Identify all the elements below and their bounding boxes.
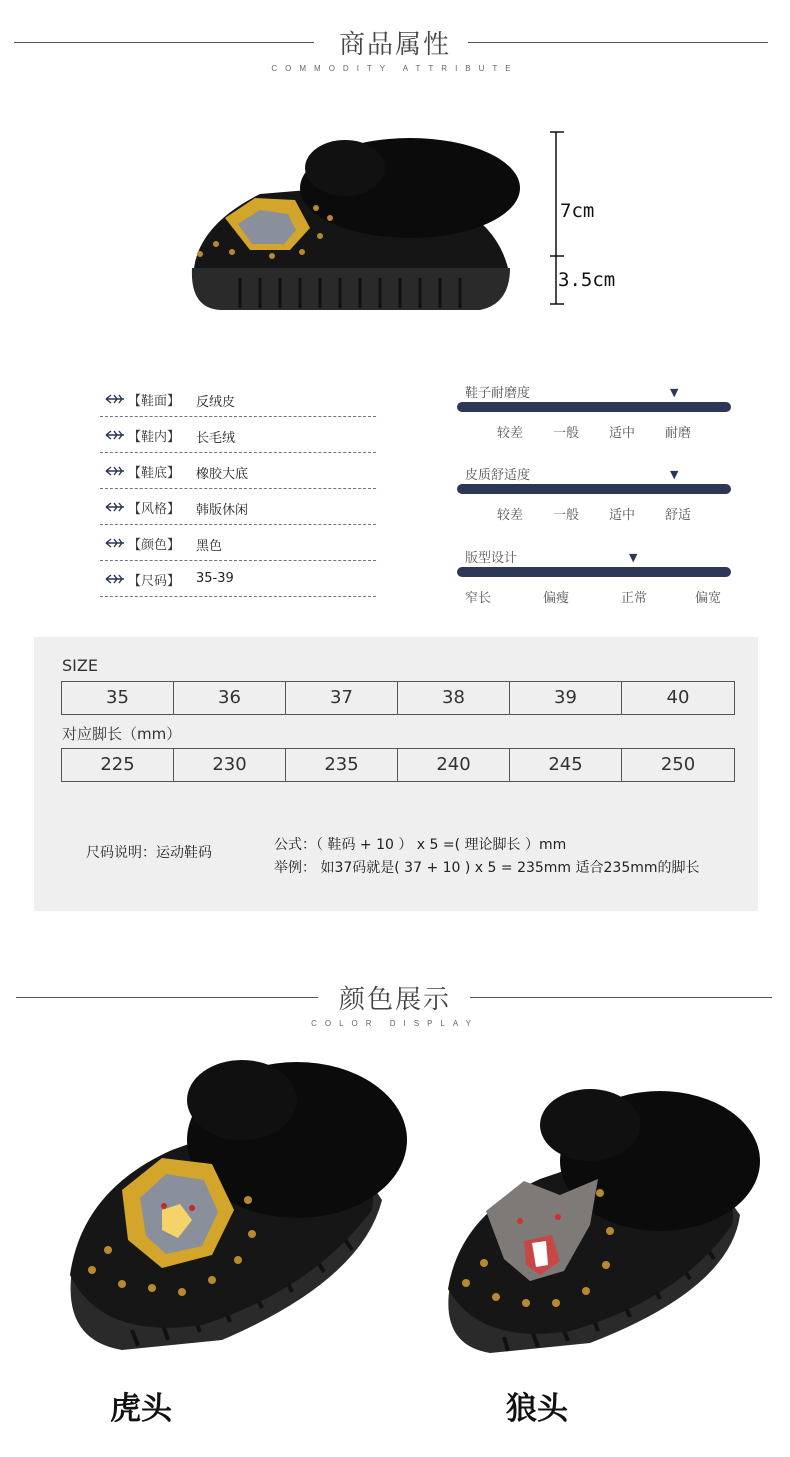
attribute-key: 【尺码】 (128, 574, 181, 589)
rating-marker-icon: ▼ (670, 468, 679, 481)
rating-option: 舒适 (665, 508, 692, 523)
size-example: 举例： 如37码就是( 37 + 10 ) x 5 = 235mm 适合235mm的脚长 (274, 860, 700, 876)
rating-option: 适中 (609, 508, 636, 523)
attribute-section-header (0, 22, 790, 82)
rating-option: 较差 (497, 508, 524, 523)
rating-option: 适中 (609, 426, 636, 441)
color-subtitle: COLOR DISPLAY (311, 1019, 479, 1028)
size-row (61, 681, 735, 715)
rating-option: 偏宽 (695, 591, 722, 606)
product-side-photo (180, 128, 530, 328)
attribute-value: 35-39 (196, 571, 234, 586)
arrow-ornament-icon (104, 573, 126, 585)
rating-option: 一般 (553, 426, 580, 441)
attribute-value: 反绒皮 (196, 395, 236, 410)
size-cell: 37 (286, 682, 398, 714)
arrow-ornament-icon (104, 465, 126, 477)
arrow-ornament-icon (104, 429, 126, 441)
size-cell: 36 (174, 682, 286, 714)
rating-scale (457, 464, 731, 528)
variant-label-wolf: 狼头 (506, 1391, 568, 1427)
foot-length-cell: 235 (286, 749, 398, 781)
rating-scale (457, 547, 731, 611)
rating-label: 鞋子耐磨度 (465, 386, 531, 401)
color-section-header (0, 975, 790, 1035)
rating-option: 耐磨 (665, 426, 692, 441)
rating-label: 版型设计 (465, 551, 518, 566)
size-cell: 35 (62, 682, 174, 714)
foot-length-label: 对应脚长（mm） (62, 725, 182, 743)
attribute-row (100, 387, 376, 417)
attribute-key: 【鞋底】 (128, 466, 181, 481)
attribute-title: 商品属性 (338, 30, 451, 60)
attribute-value: 韩版休闲 (196, 503, 249, 518)
size-cell: 38 (398, 682, 510, 714)
attribute-row (100, 423, 376, 453)
shaft-height-label: 7cm (560, 200, 595, 222)
foot-length-cell: 250 (660, 754, 696, 775)
rating-option: 一般 (553, 508, 580, 523)
foot-length-cell: 230 (174, 749, 286, 781)
attribute-row (100, 459, 376, 489)
rating-bar (457, 402, 731, 412)
attribute-row (100, 495, 376, 525)
size-chart-panel (34, 637, 758, 911)
rating-bar (457, 484, 731, 494)
variant-label-tiger: 虎头 (110, 1391, 172, 1427)
size-note-title: 尺码说明：运动鞋码 (86, 845, 212, 861)
attribute-key: 【风格】 (128, 502, 181, 517)
tiger-variant-photo (62, 1040, 407, 1370)
attribute-subtitle: COMMODITY ATTRIBUTE (271, 64, 519, 73)
attribute-key: 【鞋面】 (128, 394, 181, 409)
arrow-ornament-icon (104, 501, 126, 513)
size-formula: 公式：（ 鞋码 + 10 ） x 5 =( 理论脚长 ）mm (274, 837, 567, 853)
arrow-ornament-icon (104, 537, 126, 549)
rating-option: 正常 (621, 591, 648, 606)
wolf-variant-photo (440, 1075, 760, 1375)
rating-label: 皮质舒适度 (465, 468, 531, 483)
attribute-row (100, 567, 376, 597)
attribute-key: 【颜色】 (128, 538, 181, 553)
size-label: SIZE (62, 656, 98, 675)
rating-scale (457, 382, 731, 446)
foot-length-cell: 240 (398, 749, 510, 781)
color-title: 颜色展示 (338, 985, 451, 1015)
size-cell: 39 (510, 682, 622, 714)
foot-length-row (61, 748, 735, 782)
attribute-row (100, 531, 376, 561)
attribute-key: 【鞋内】 (128, 430, 181, 445)
attribute-value: 黑色 (196, 539, 223, 554)
rating-marker-icon: ▼ (670, 386, 679, 399)
foot-length-cell: 225 (62, 749, 174, 781)
attribute-value: 长毛绒 (196, 431, 236, 446)
rating-marker-icon: ▼ (629, 551, 638, 564)
foot-length-cell: 245 (510, 749, 622, 781)
sole-height-label: 3.5cm (558, 269, 616, 291)
attribute-value: 橡胶大底 (196, 467, 249, 482)
arrow-ornament-icon (104, 393, 126, 405)
size-cell: 40 (666, 687, 690, 708)
rating-option: 偏瘦 (543, 591, 570, 606)
rating-bar (457, 567, 731, 577)
rating-option: 较差 (497, 426, 524, 441)
rating-option: 窄长 (465, 591, 492, 606)
